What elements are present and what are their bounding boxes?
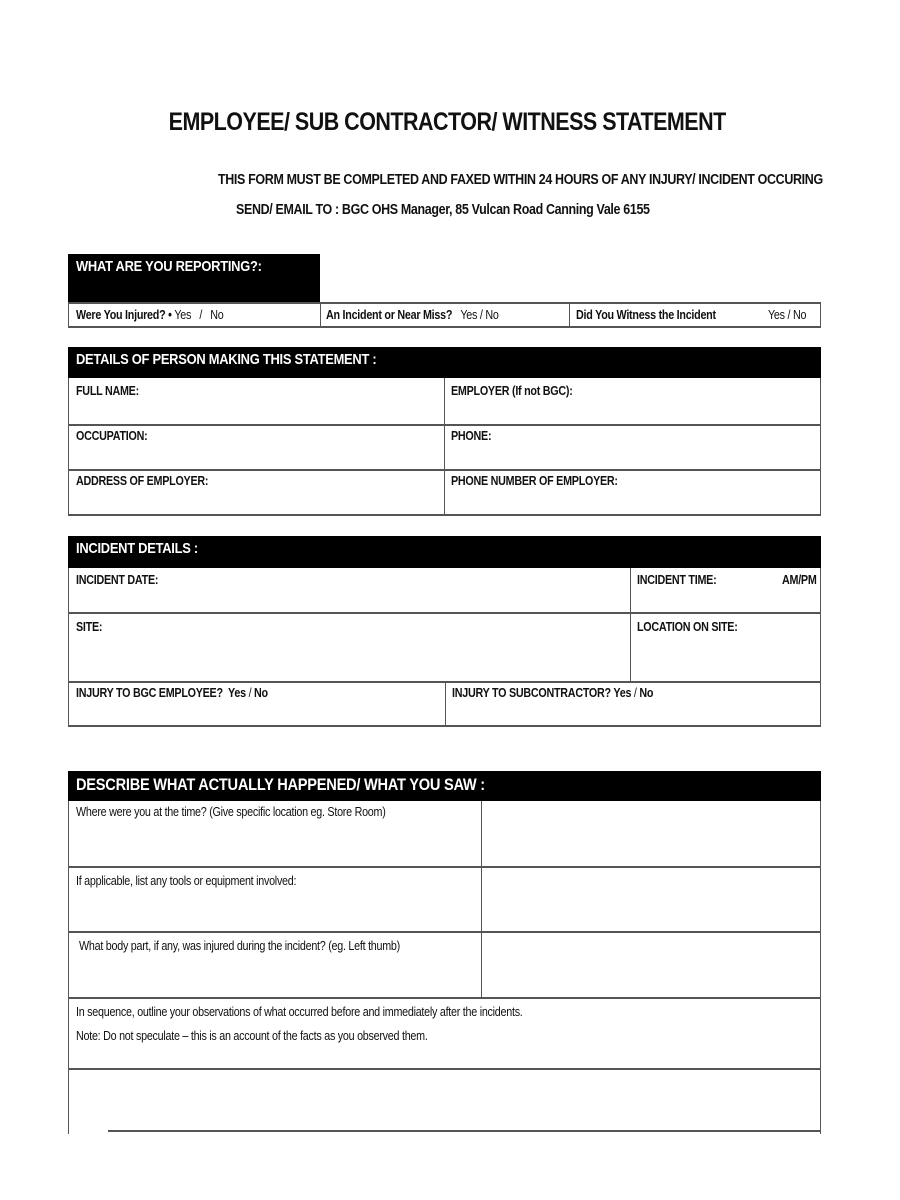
where-were-you-field[interactable] [483, 803, 819, 865]
option-yes[interactable]: Yes [613, 686, 632, 700]
option-yes[interactable]: Yes [174, 308, 192, 322]
option-no[interactable]: No [792, 308, 807, 322]
option-no[interactable]: No [639, 686, 654, 700]
phone-employer-label: PHONE NUMBER OF EMPLOYER: [451, 474, 618, 488]
page-title: EMPLOYEE/ SUB CONTRACTOR/ WITNESS STATEMENT [168, 108, 726, 136]
sequence-instruction: In sequence, outline your observations of what occurred before and immediately after the incidents. [76, 1005, 523, 1019]
option-yes[interactable]: Yes [228, 686, 246, 700]
option-yes[interactable]: Yes [460, 308, 478, 322]
injury-bgc-employee[interactable]: INJURY TO BGC EMPLOYEE? Yes / No [76, 686, 268, 700]
phone-field[interactable] [446, 445, 818, 467]
tools-equipment-field[interactable] [483, 869, 819, 930]
sequence-note: Note: Do not speculate – this is an account of the facts as you observed them. [76, 1029, 428, 1043]
option-yes[interactable]: Yes [768, 308, 785, 322]
send-to-text: SEND/ EMAIL TO : BGC OHS Manager, 85 Vulcan Road Canning Vale 6155 [236, 202, 650, 218]
incident-date-field[interactable] [70, 590, 628, 610]
incident-time-field[interactable] [632, 590, 818, 610]
full-name-field[interactable] [70, 400, 442, 422]
body-part-question: What body part, if any, was injured during the incident? (eg. Left thumb) [79, 939, 400, 953]
incident-heading: INCIDENT DETAILS : [68, 536, 821, 568]
employer-field[interactable] [446, 400, 818, 422]
witness-options[interactable]: Yes / No [768, 308, 807, 322]
occupation-label: OCCUPATION: [76, 429, 148, 443]
location-on-site-field[interactable] [632, 636, 818, 679]
occupation-field[interactable] [70, 445, 442, 467]
phone-employer-field[interactable] [446, 490, 818, 512]
body-part-field[interactable] [483, 934, 819, 996]
location-on-site-label: LOCATION ON SITE: [637, 620, 738, 634]
question-witness: Did You Witness the Incident [576, 308, 716, 322]
incident-time-label: INCIDENT TIME: [637, 573, 717, 587]
injury-subcontractor[interactable]: INJURY TO SUBCONTRACTOR? Yes / No [452, 686, 654, 700]
phone-label: PHONE: [451, 429, 492, 443]
site-field[interactable] [70, 636, 628, 679]
question-injured[interactable]: Were You Injured? • Yes / No [76, 308, 224, 322]
full-name-label: FULL NAME: [76, 384, 139, 398]
person-heading: DETAILS OF PERSON MAKING THIS STATEMENT : [68, 347, 821, 378]
am-pm-label: AM/PM [782, 573, 817, 587]
observations-field[interactable] [70, 1071, 818, 1129]
option-no[interactable]: No [254, 686, 268, 700]
address-employer-label: ADDRESS OF EMPLOYER: [76, 474, 209, 488]
tools-equipment-question: If applicable, list any tools or equipment involved: [76, 874, 297, 888]
question-incident-near-miss[interactable]: An Incident or Near Miss? Yes / No [326, 308, 499, 322]
option-no[interactable]: No [210, 308, 224, 322]
where-were-you-question: Where were you at the time? (Give specific location eg. Store Room) [76, 805, 386, 819]
incident-date-label: INCIDENT DATE: [76, 573, 159, 587]
address-employer-field[interactable] [70, 490, 442, 512]
reporting-heading-label: WHAT ARE YOU REPORTING?: [76, 258, 262, 275]
describe-heading: DESCRIBE WHAT ACTUALLY HAPPENED/ WHAT YOU SAW : [68, 771, 821, 801]
instruction-text: THIS FORM MUST BE COMPLETED AND FAXED WITHIN 24 HOURS OF ANY INJURY/ INCIDENT OCCURING [218, 172, 823, 188]
option-no[interactable]: No [485, 308, 499, 322]
site-label: SITE: [76, 620, 103, 634]
reporting-heading [68, 254, 320, 302]
employer-label: EMPLOYER (If not BGC): [451, 384, 573, 398]
